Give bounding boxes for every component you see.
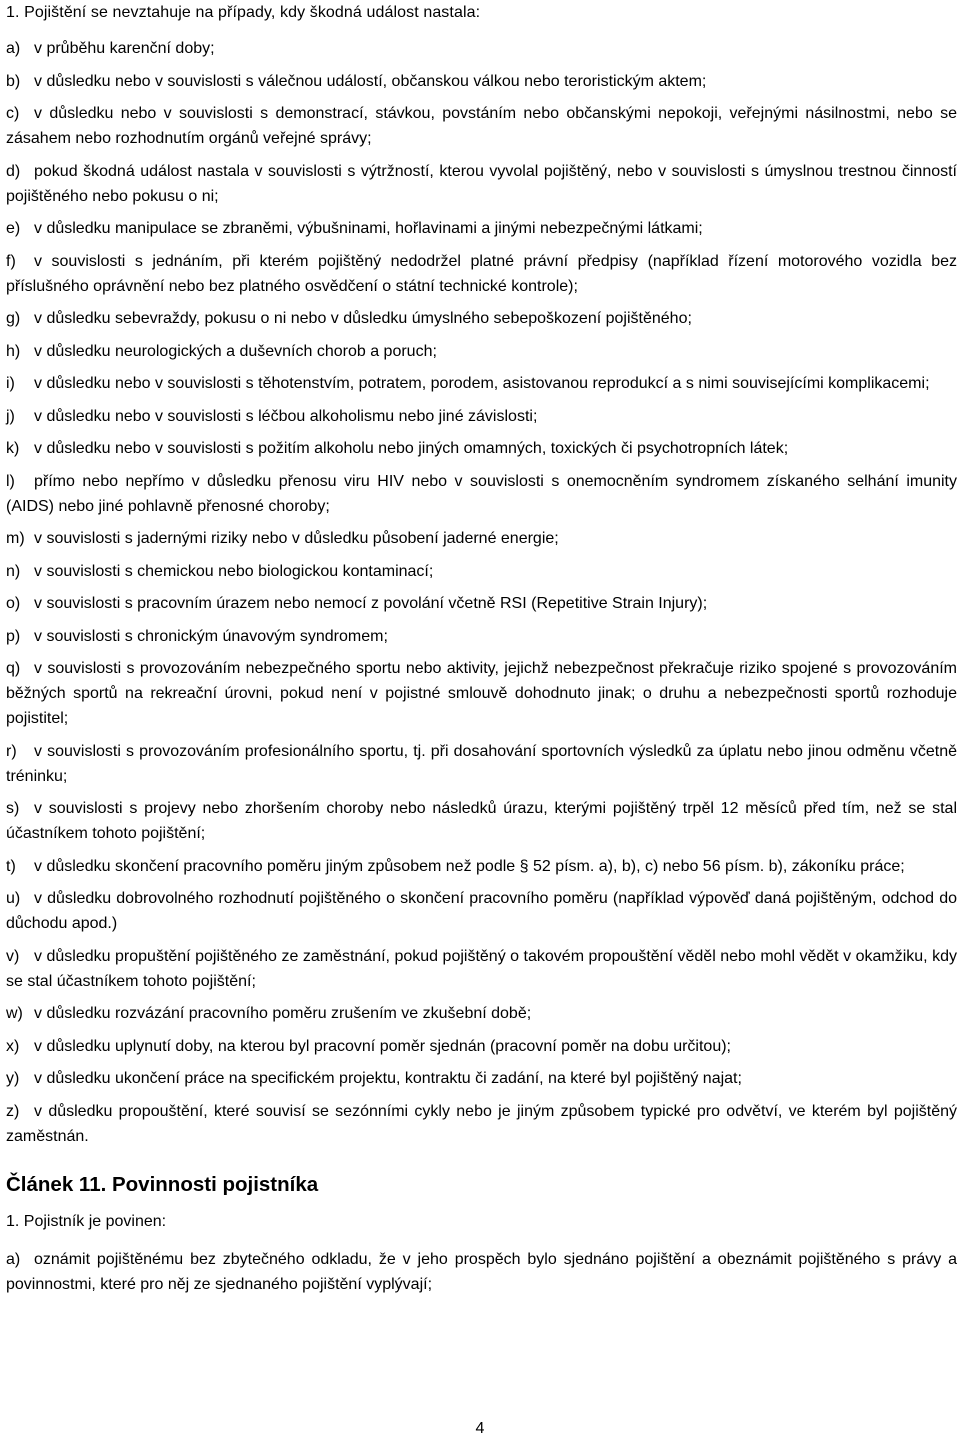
list-item <box>6 944 957 994</box>
item-text: v důsledku neurologických a duševních chorob a poruch; <box>34 342 437 360</box>
list-item <box>6 656 957 731</box>
item-letter: c) <box>6 105 20 122</box>
list-item <box>6 249 957 299</box>
item-letter: q) <box>6 660 21 677</box>
list-item <box>6 526 957 551</box>
item-letter: f) <box>6 252 16 270</box>
list-item <box>6 854 957 879</box>
item-letter: a) <box>6 1250 21 1268</box>
item-text: v souvislosti s jednáním, při kterém pojištěný nedodržel platné právní předpisy (například řízení motorového vozidla bez příslušného oprávnění nebo bez platného osvědčení o státní technické kontrole); <box>6 252 957 295</box>
item-letter: r) <box>6 742 17 760</box>
list-item <box>6 69 957 94</box>
item-letter: a) <box>6 40 21 57</box>
item-letter: v) <box>6 947 20 965</box>
item-letter: z) <box>6 1102 20 1120</box>
duties-list <box>6 1247 957 1297</box>
item-letter: m) <box>6 530 25 547</box>
list-item <box>6 216 957 241</box>
list-item <box>6 1099 957 1149</box>
item-letter: t) <box>6 857 16 875</box>
page-number: 4 <box>475 1420 485 1437</box>
item-letter: g) <box>6 310 21 327</box>
item-text: v důsledku propouštění, které souvisí se sezónními cykly nebo je jiným způsobem typické pro odvětví, ve kterém byl pojištěný zaměstnán. <box>6 1102 957 1145</box>
item-text: v důsledku skončení pracovního poměru jiným způsobem než podle § 52 písm. a), b), c) nebo 56 písm. b), zákoníku práce; <box>34 857 905 875</box>
item-text: v důsledku dobrovolného rozhodnutí pojištěného o skončení pracovního poměru (například výpověď daná pojištěným, odchod do důchodu apod.) <box>6 890 957 932</box>
list-item <box>6 339 957 364</box>
item-text: v důsledku propuštění pojištěného ze zaměstnání, pokud pojištěný o takovém propouštění věděl nebo mohl vědět v okamžiku, kdy se stal účastníkem tohoto pojištění; <box>6 947 957 990</box>
list-item <box>6 36 957 61</box>
item-letter: p) <box>6 627 21 645</box>
item-letter: h) <box>6 342 21 360</box>
item-letter: y) <box>6 1070 20 1087</box>
article-intro: 1. Pojistník je povinen: <box>6 1212 167 1230</box>
item-text: v souvislosti s chronickým únavovým syndromem; <box>34 627 388 645</box>
item-letter: i) <box>6 375 15 392</box>
item-text: v důsledku nebo v souvislosti s léčbou alkoholismu nebo jiné závislosti; <box>34 407 538 425</box>
item-text: oznámit pojištěnému bez zbytečného odkladu, že v jeho prospěch bylo sjednáno pojištění a obeznámit pojištěného s právy a povinnostmi, které pro něj ze sjednaného pojištění vyplývají; <box>6 1250 957 1293</box>
exclusions-list <box>6 36 957 1149</box>
item-text: v důsledku nebo v souvislosti s demonstrací, stávkou, povstáním nebo občanskými nepokoji, veřejnými násilnostmi, nebo se zásahem nebo rozhodnutím orgánů veřejné správy; <box>6 105 957 147</box>
item-text: v důsledku uplynutí doby, na kterou byl pracovní poměr sjednán (pracovní poměr na dobu určitou); <box>34 1037 731 1055</box>
item-letter: x) <box>6 1037 20 1055</box>
item-text: v průběhu karenční doby; <box>34 40 215 57</box>
item-letter: u) <box>6 890 21 907</box>
item-text: v důsledku nebo v souvislosti s těhotenstvím, potratem, porodem, asistovanou reprodukcí a s nimi souvisejícími komplikacemi; <box>34 375 930 392</box>
list-item <box>6 591 957 616</box>
item-text: v důsledku rozvázání pracovního poměru zrušením ve zkušební době; <box>34 1005 532 1022</box>
list-item <box>6 739 957 789</box>
item-letter: k) <box>6 440 20 457</box>
item-text: v důsledku nebo v souvislosti s válečnou událostí, občanskou válkou nebo teroristickým aktem; <box>34 72 707 90</box>
list-item <box>6 1066 957 1091</box>
item-letter: e) <box>6 220 21 237</box>
list-item <box>6 559 957 584</box>
list-item <box>6 1247 957 1297</box>
list-item <box>6 1034 957 1059</box>
item-text: v souvislosti s jadernými riziky nebo v důsledku působení jaderné energie; <box>34 530 559 547</box>
item-letter: l) <box>6 472 15 490</box>
list-item <box>6 306 957 331</box>
item-text: v souvislosti s provozováním nebezpečného sportu nebo aktivity, jejichž nebezpečnost překračuje riziko spojené s provozováním běžných sportů na rekreační úrovni, pokud není v pojistné smlouvě dohodnuto jinak; o druhu a nebezpečnosti sportů rozhoduje pojistitel; <box>6 660 957 727</box>
item-text: v důsledku sebevraždy, pokusu o ni nebo v důsledku úmyslného sebepoškození pojištěného; <box>34 310 692 327</box>
section-intro: 1. Pojištění se nevztahuje na případy, kdy škodná událost nastala: <box>6 4 481 21</box>
list-item <box>6 796 957 846</box>
item-letter: o) <box>6 595 21 612</box>
item-text: pokud škodná událost nastala v souvislosti s výtržností, kterou vyvolal pojištěný, nebo v souvislosti s úmyslnou trestnou činností pojištěného nebo pokusu o ni; <box>6 162 957 205</box>
list-item <box>6 886 957 936</box>
item-letter: s) <box>6 800 20 817</box>
item-text: v souvislosti s provozováním profesionálního sportu, tj. při dosahování sportovních výsledků za úplatu nebo jinou odměnu včetně tréninku; <box>6 742 957 785</box>
item-letter: b) <box>6 72 21 90</box>
list-item <box>6 101 957 151</box>
item-letter: d) <box>6 162 21 180</box>
list-item <box>6 371 957 396</box>
list-item <box>6 436 957 461</box>
article-heading: Článek 11. Povinnosti pojistníka <box>6 1172 319 1196</box>
list-item <box>6 404 957 429</box>
item-text: v souvislosti s projevy nebo zhoršením choroby nebo následků úrazu, kterými pojištěný trpěl 12 měsíců před tím, než se stal účastníkem tohoto pojištění; <box>6 800 957 842</box>
item-text: v souvislosti s pracovním úrazem nebo nemocí z povolání včetně RSI (Repetitive Strain Injury); <box>34 595 708 612</box>
document-page <box>6 0 957 1304</box>
item-letter: w) <box>6 1005 23 1022</box>
item-letter: j) <box>6 407 15 425</box>
item-text: přímo nebo nepřímo v důsledku přenosu viru HIV nebo v souvislosti s onemocněním syndromem získaného selhání imunity (AIDS) nebo jiné pohlavně přenosné choroby; <box>6 472 957 515</box>
list-item <box>6 469 957 519</box>
item-text: v důsledku nebo v souvislosti s požitím alkoholu nebo jiných omamných, toxických či psychotropních látek; <box>34 440 789 457</box>
list-item <box>6 624 957 649</box>
item-text: v důsledku manipulace se zbraněmi, výbušninami, hořlavinami a jinými nebezpečnými látkami; <box>34 220 703 237</box>
list-item <box>6 159 957 209</box>
item-text: v důsledku ukončení práce na specifickém projektu, kontraktu či zadání, na které byl pojištěný najat; <box>34 1070 742 1087</box>
item-letter: n) <box>6 562 21 580</box>
list-item <box>6 1001 957 1026</box>
item-text: v souvislosti s chemickou nebo biologickou kontaminací; <box>34 562 434 580</box>
